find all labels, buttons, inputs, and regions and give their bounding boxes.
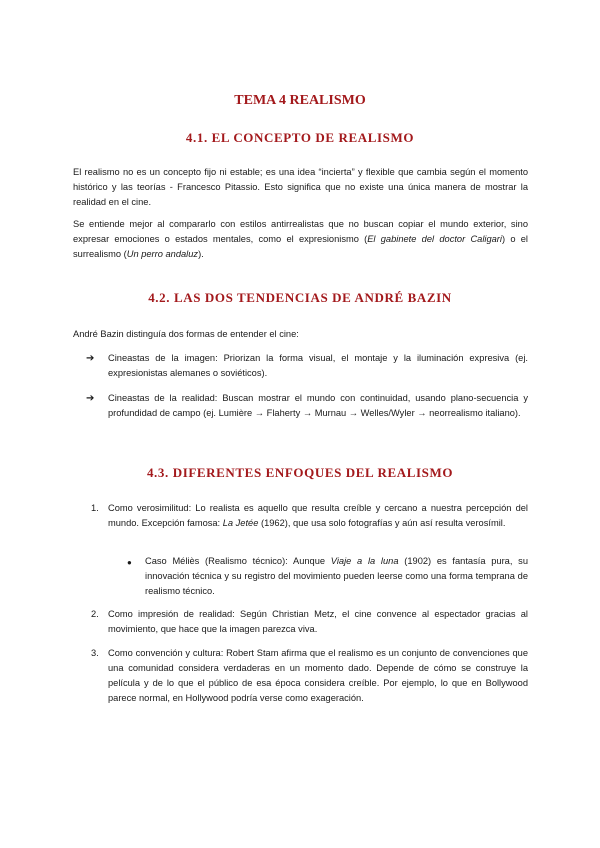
numbered-item-text: Como convención y cultura: Robert Stam afirma que el realismo es un conjunto de convenciones que una comunidad considera verdaderas en un momento dado. Depende de cómo se construye la película y de lo que el público de esa época considera creíble. Por ejemplo, lo que en Bollywood parece normal, en Hollywood podría verse como exageración.	[108, 648, 528, 703]
text-fragment: ).	[198, 249, 204, 259]
text-fragment: (1902) es fantasía pura, su innovación técnica y su registro del movimiento pueden leerse como una forma temprana de realismo técnico.	[145, 556, 528, 596]
list-item-text: Cineastas de la realidad: Buscan mostrar el mundo con continuidad, usando plano-secuencia y profundidad de campo (ej. Lumière → Flaherty → Murnau → Welles/Wyler → neorrealismo italiano).	[108, 393, 528, 418]
text-fragment: Caso Méliès (Realismo técnico): Aunque	[145, 556, 331, 566]
section-title-bazin: 4.2. LAS DOS TENDENCIAS DE ANDRÉ BAZIN	[148, 290, 452, 305]
list-item-text: Cineastas de la imagen: Priorizan la forma visual, el montaje y la iluminación expresiva (ej. expresionistas alemanes o soviéticos).	[108, 353, 528, 378]
item-number: 2.	[91, 609, 99, 619]
text-fragment: (1962), que usa solo fotografías y aún así resulta verosímil.	[258, 518, 506, 528]
numbered-item-text: Como impresión de realidad: Según Christian Metz, el cine convence al espectador gracias al movimiento, que hace que la imagen parezca viva.	[108, 609, 528, 634]
text-fragment: ) o el surrealismo (	[73, 234, 528, 259]
film-title: Viaje a la luna	[330, 556, 399, 566]
arrow-icon: ➔	[86, 353, 95, 364]
numbered-item-text	[108, 501, 528, 531]
section-title-concepto: 4.1. EL CONCEPTO DE REALISMO	[185, 130, 415, 145]
bullet-dot-icon: ●	[127, 558, 132, 567]
document-title: TEMA 4 REALISMO	[234, 93, 366, 108]
section-title-enfoques: 4.3. DIFERENTES ENFOQUES DEL REALISMO	[146, 465, 454, 480]
list-item	[86, 351, 528, 381]
film-title: La Jetée	[222, 518, 259, 528]
arrow-icon: ➔	[86, 393, 95, 404]
item-number: 3.	[91, 648, 99, 658]
paragraph-antirrealismo	[73, 217, 528, 262]
text-fragment: Se entiende mejor al compararlo con estilos antirrealistas que no buscan copiar el mundo exterior, sino expresar emociones o estados mentales, como el expresionismo (	[73, 219, 528, 244]
film-title: Un perro andaluz	[126, 249, 199, 259]
film-title: El gabinete del doctor Caligari	[367, 234, 502, 244]
paragraph-bazin-intro: André Bazin distinguía dos formas de entender el cine:	[73, 329, 299, 339]
text-fragment: Como verosimilitud: Lo realista es aquello que resulta creíble y cercano a nuestra percepción del mundo. Excepción famosa:	[108, 503, 528, 528]
list-item	[86, 391, 528, 421]
sub-list-item	[127, 554, 528, 599]
paragraph-definition: El realismo no es un concepto fijo ni estable; es una idea “incierta” y flexible que cambia según el momento histórico y las teorías - Francesco Pitassio. Esto significa que no existe una única manera de mostrar la realidad en el cine.	[73, 167, 528, 207]
sub-list-item-text	[145, 554, 528, 599]
numbered-item	[91, 646, 528, 706]
item-number: 1.	[91, 503, 99, 513]
numbered-item	[91, 501, 528, 531]
numbered-item	[91, 607, 528, 637]
